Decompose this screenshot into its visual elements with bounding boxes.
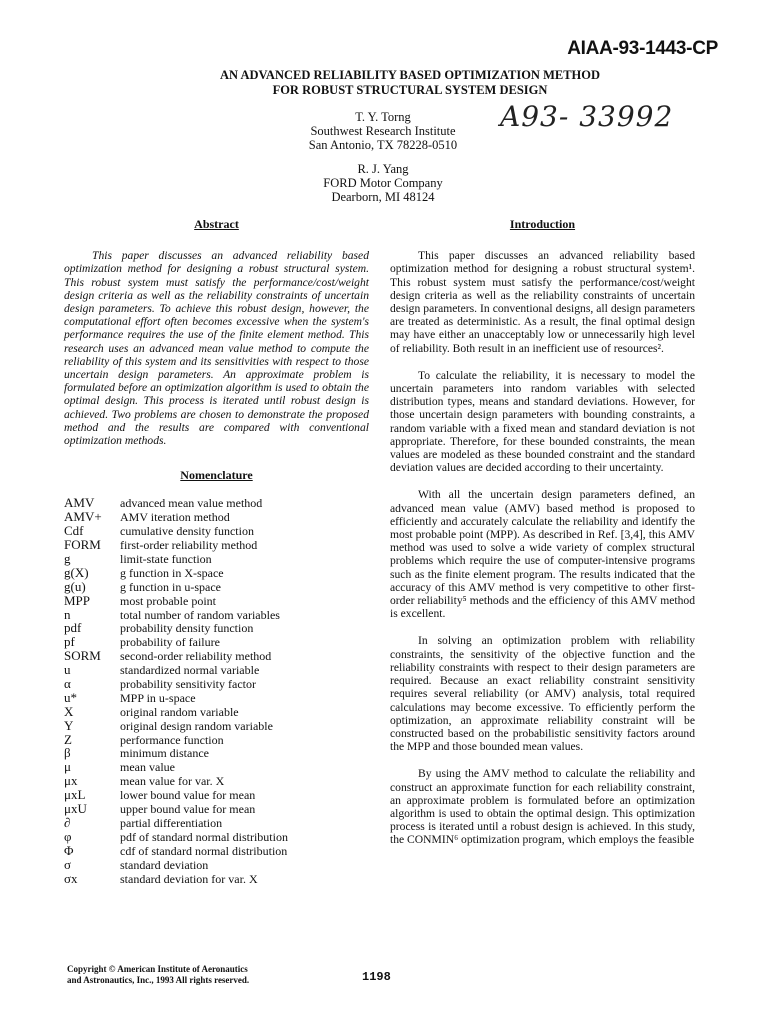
author2-address: Dearborn, MI 48124 <box>331 190 435 204</box>
nomenclature-row <box>64 816 369 830</box>
left-column <box>64 218 369 885</box>
nomenclature-definition: partial differentiation <box>120 815 223 830</box>
nomenclature-symbol: β <box>64 745 71 761</box>
nomenclature-definition: standard deviation for var. X <box>120 871 258 886</box>
author1-address: San Antonio, TX 78228-0510 <box>308 138 458 152</box>
nomenclature-definition: mean value for var. X <box>120 774 225 789</box>
nomenclature-symbol: n <box>64 606 71 622</box>
nomenclature-definition: cdf of standard normal distribution <box>120 843 288 858</box>
nomenclature-definition: MPP in u-space <box>120 690 196 705</box>
nomenclature-definition: g function in X-space <box>120 565 224 580</box>
nomenclature-symbol: μ <box>64 759 71 775</box>
abstract-heading: Abstract <box>194 217 239 231</box>
nomenclature-definition: probability sensitivity factor <box>120 677 256 692</box>
copyright-notice <box>67 964 249 986</box>
nomenclature-symbol: Φ <box>64 842 74 858</box>
nomenclature-row <box>64 802 369 816</box>
nomenclature-row <box>64 719 369 733</box>
nomenclature-definition: upper bound value for mean <box>120 802 256 817</box>
author1-name: T. Y. Torng <box>355 110 411 124</box>
nomenclature-row <box>64 760 369 774</box>
nomenclature-row <box>64 746 369 760</box>
intro-paragraph-3: With all the uncertain design parameters defined, an advanced mean value (AMV) based method is proposed to efficiently and accurately calculate the reliability and identify the most probable point (MPP). As described in Ref. [3,4], this AMV method was used to solve a wide variety of complex structural problems which require the use of computer-intensive programs such as the finite element program. The results indicated that the accuracy of this AMV method is very competitive to other first-order reliability⁵ methods and the efficiency of this AMV method is excellent. <box>390 488 695 621</box>
nomenclature-row <box>64 663 369 677</box>
nomenclature-definition: pdf of standard normal distribution <box>120 829 288 844</box>
intro-paragraph-4: In solving an optimization problem with reliability constraints, the sensitivity of the objective function and the reliability constraints with respect to their design parameters are required. Because an exact reliability constraint sensitivity requires several reliability (or AMV) analysis, total required calculations may become excessive. To efficiently perform the optimization, an approximate reliability constraint will be constructed based on the probabilistic sensitivity factors around the MPP and those bounded mean values. <box>390 634 695 754</box>
nomenclature-symbol: Z <box>64 731 72 747</box>
nomenclature-symbol: μxL <box>64 787 86 803</box>
copyright-line-1: Copyright © American Institute of Aeronautics <box>67 964 248 974</box>
nomenclature-definition: standard deviation <box>120 857 209 872</box>
nomenclature-row <box>64 705 369 719</box>
nomenclature-symbol: μxU <box>64 801 87 817</box>
nomenclature-definition: second-order reliability method <box>120 649 272 664</box>
nomenclature-row <box>64 580 369 594</box>
nomenclature-symbol: FORM <box>64 537 101 553</box>
abstract-text: This paper discusses an advanced reliability based optimization method for designing a robust structural system. This robust system must satisfy the performance/cost/weight design criteria as well as the reliability constraints of uncertain design parameters. To achieve this robust design, however, the computational effort often becomes excessive when the system's performance requires the use of the finite element method. This research uses an advanced mean value method to compute the reliability of this system and its sensitivities with respect to those uncertain design parameters. An approximate problem is formulated before an optimization algorithm is used to obtain the optimal design. This process is iterated until robust design is achieved. Two problems are chosen to demonstrate the proposed method and the results are compared with conventional optimization methods. <box>64 249 369 448</box>
nomenclature-definition: lower bound value for mean <box>120 788 256 803</box>
nomenclature-definition: standardized normal variable <box>120 663 260 678</box>
nomenclature-row <box>64 524 369 538</box>
nomenclature-definition: limit-state function <box>120 552 212 567</box>
nomenclature-symbol: φ <box>64 828 72 844</box>
nomenclature-row <box>64 649 369 663</box>
nomenclature-list <box>64 496 369 885</box>
paper-title <box>150 68 670 98</box>
nomenclature-symbol: g <box>64 551 71 567</box>
nomenclature-row <box>64 691 369 705</box>
intro-paragraph-1: This paper discusses an advanced reliability based optimization method for designing a robust structural system¹. This robust system must satisfy the performance/cost/weight design criteria as well as the reliability constraints of uncertain design parameters. In conventional designs, all design parameters are treated as deterministic. As a result, the final optimal design may have either an unacceptably low or unnecessarily high level of reliability. Both result in an inefficient use of resources². <box>390 249 695 355</box>
nomenclature-row <box>64 844 369 858</box>
author2-org: FORD Motor Company <box>323 176 443 190</box>
nomenclature-symbol: u* <box>64 689 77 705</box>
nomenclature-row <box>64 594 369 608</box>
nomenclature-definition: mean value <box>120 760 175 775</box>
nomenclature-symbol: Y <box>64 717 74 733</box>
nomenclature-symbol: g(X) <box>64 564 89 580</box>
nomenclature-symbol: pdf <box>64 620 82 636</box>
nomenclature-row <box>64 496 369 510</box>
nomenclature-row <box>64 552 369 566</box>
copyright-line-2: and Astronautics, Inc., 1993 All rights reserved. <box>67 975 250 985</box>
nomenclature-definition: original random variable <box>120 704 239 719</box>
nomenclature-row <box>64 510 369 524</box>
intro-paragraph-5: By using the AMV method to calculate the reliability and construct an approximate function for each reliability constraint, an approximate problem is formulated before an optimization algorithm is used to obtain the optimal design. This optimization process is iterated until a robust design is achieved. In this study, the CONMIN⁶ optimization program, which employs the feasible <box>390 767 695 847</box>
page-number: 1198 <box>362 970 391 984</box>
author-block <box>268 110 498 204</box>
nomenclature-definition: probability density function <box>120 621 254 636</box>
nomenclature-symbol: X <box>64 703 74 719</box>
document-id: AIAA-93-1443-CP <box>567 38 718 59</box>
nomenclature-heading: Nomenclature <box>180 468 253 483</box>
nomenclature-symbol: g(u) <box>64 578 86 594</box>
author1-org: Southwest Research Institute <box>310 124 456 138</box>
nomenclature-symbol: SORM <box>64 648 101 664</box>
handwritten-accession-number: A93- 33992 <box>500 100 674 133</box>
nomenclature-definition: AMV iteration method <box>120 510 230 525</box>
nomenclature-row <box>64 608 369 622</box>
nomenclature-row <box>64 677 369 691</box>
author2-name: R. J. Yang <box>357 162 409 176</box>
nomenclature-row <box>64 830 369 844</box>
right-column <box>390 218 695 861</box>
title-line-1: AN ADVANCED RELIABILITY BASED OPTIMIZATION METHOD <box>219 68 601 82</box>
nomenclature-definition: advanced mean value method <box>120 496 263 511</box>
nomenclature-row <box>64 733 369 747</box>
nomenclature-definition: probability of failure <box>120 635 220 650</box>
nomenclature-row <box>64 774 369 788</box>
nomenclature-row <box>64 858 369 872</box>
nomenclature-row <box>64 788 369 802</box>
nomenclature-symbol: μx <box>64 773 78 789</box>
nomenclature-row <box>64 635 369 649</box>
nomenclature-symbol: MPP <box>64 592 91 608</box>
nomenclature-symbol: ∂ <box>64 814 71 830</box>
nomenclature-definition: g function in u-space <box>120 579 221 594</box>
nomenclature-definition: original design random variable <box>120 718 273 733</box>
nomenclature-definition: performance function <box>120 732 224 747</box>
nomenclature-row <box>64 566 369 580</box>
nomenclature-symbol: AMV+ <box>64 509 102 525</box>
nomenclature-symbol: σ <box>64 856 72 872</box>
nomenclature-definition: first-order reliability method <box>120 538 258 553</box>
nomenclature-symbol: u <box>64 662 71 678</box>
nomenclature-symbol: Cdf <box>64 523 84 539</box>
nomenclature-definition: minimum distance <box>120 746 209 761</box>
intro-paragraph-2: To calculate the reliability, it is necessary to model the uncertain parameters into random variables with selected distribution types, means and standard deviations. However, for those uncertain design parameters with bounding constraints, a random variable with a fixed mean and standard deviation is not appropriate. Therefore, for these bounded constraints, the mean values are modeled as these bounded constraint and the standard deviation values are decided according to their uncertainty. <box>390 368 695 475</box>
introduction-heading: Introduction <box>509 217 576 231</box>
nomenclature-symbol: AMV <box>64 495 95 511</box>
nomenclature-definition: total number of random variables <box>120 607 280 622</box>
title-line-2: FOR ROBUST STRUCTURAL SYSTEM DESIGN <box>272 83 548 97</box>
nomenclature-row <box>64 538 369 552</box>
nomenclature-symbol: pf <box>64 634 75 650</box>
nomenclature-row <box>64 872 369 886</box>
nomenclature-symbol: σx <box>64 870 78 886</box>
nomenclature-definition: cumulative density function <box>120 524 254 539</box>
nomenclature-symbol: α <box>64 676 71 692</box>
nomenclature-definition: most probable point <box>120 593 216 608</box>
nomenclature-row <box>64 621 369 635</box>
